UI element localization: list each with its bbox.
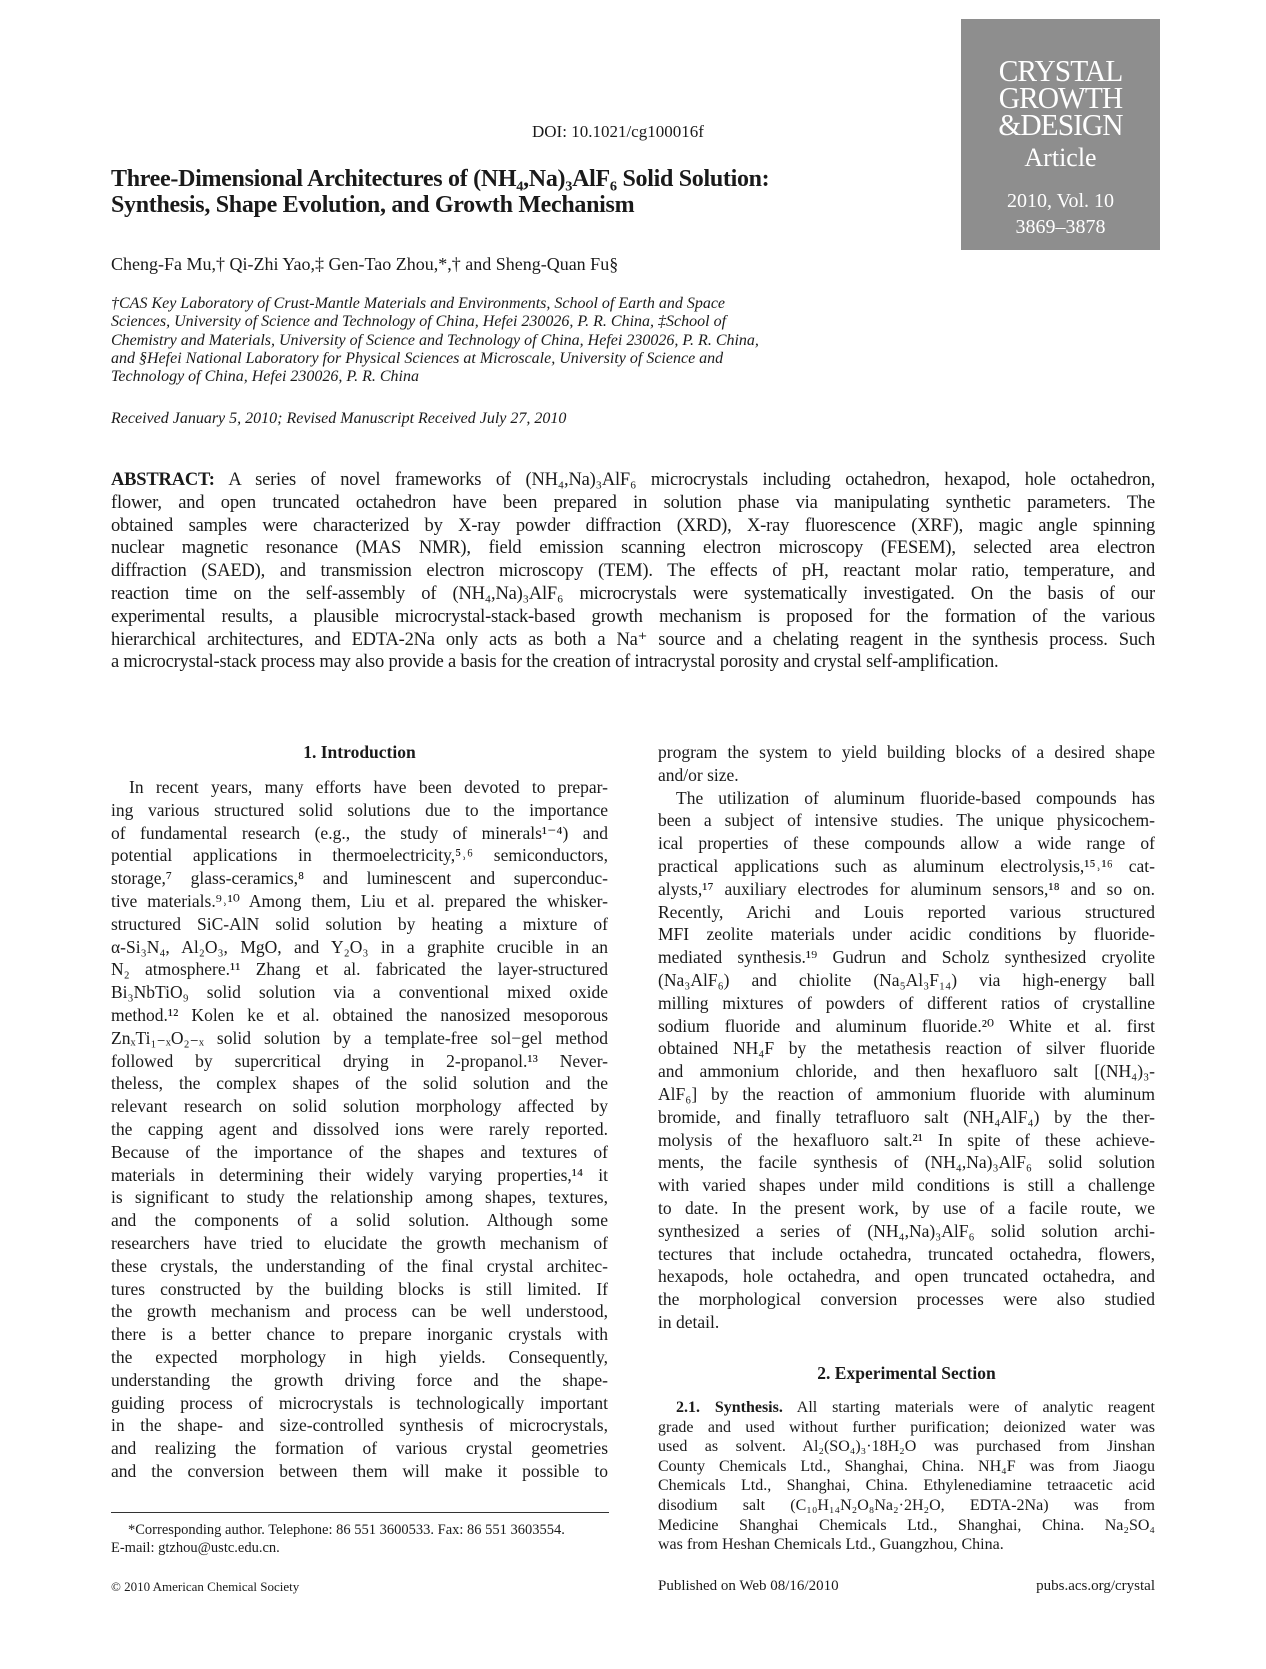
body-text-line: understanding the growth driving force and the shape- <box>111 1369 608 1390</box>
body-text-line: ing various structured solid solutions due to the importance <box>111 799 608 820</box>
body-text-line: tectures that include octahedra, truncated octahedra, flowers, <box>658 1243 1155 1264</box>
right-column-text <box>658 741 1155 1334</box>
body-text-line: the growth mechanism and process can be well understood, <box>111 1301 608 1322</box>
body-text-line: Recently, Arichi and Louis reported various structured <box>658 901 1155 922</box>
body-text-line: mediated synthesis.¹⁹ Gudrun and Scholz synthesized cryolite <box>658 947 1155 968</box>
body-text-line: guiding process of microcrystals is technologically important <box>111 1392 608 1413</box>
body-text-line: method.¹² Kolen ke et al. obtained the nanosized mesoporous <box>111 1004 608 1025</box>
synthesis-line <box>658 1398 1155 1418</box>
body-text-line: α-Si₃N₄, Al₂O₃, MgO, and Y₂O₃ in a graphite crucible in an <box>111 936 608 957</box>
label: ABSTRACT: <box>111 470 215 490</box>
body-text-line: hexapods, hole octahedra, and open truncated octahedra, and <box>658 1266 1155 1287</box>
body-text-line: the capping agent and dissolved ions were rarely reported. <box>111 1118 608 1139</box>
abstract-line <box>111 469 1155 492</box>
synthesis-line: used as solvent. Al₂(SO₄)₃·18H₂O was purchased from Jinshan <box>658 1438 1155 1456</box>
title-line-2: Synthesis, Shape Evolution, and Growth Mechanism <box>111 192 635 218</box>
body-text-line: followed by supercritical drying in 2-propanol.¹³ Never- <box>111 1050 608 1071</box>
logo-line-1: CRYSTAL <box>998 53 1123 88</box>
logo-line-3: &DESIGN <box>998 107 1123 142</box>
body-text-line: N₂ atmosphere.¹¹ Zhang et al. fabricated the layer-structured <box>111 959 608 980</box>
abstract-line: diffraction (SAED), and transmission electron microscopy (TEM). The effects of pH, reactant molar ratio, temperature, and <box>111 561 1155 582</box>
body-text-line: structured SiC-AlN solid solution by heating a mixture of <box>111 913 608 934</box>
left-column-text <box>111 776 608 1483</box>
affiliations <box>111 295 871 386</box>
line-text: A series of novel frameworks of (NH₄,Na)₃AlF₆ microcrystals including octahedron, hexapod, hole octahedron, <box>214 470 1155 490</box>
body-text-line: practical applications such as aluminum electrolysis,¹⁵˒¹⁶ cat- <box>658 855 1155 876</box>
body-text-line: ical properties of these compounds allow a wide range of <box>658 833 1155 854</box>
body-text-line: ZnₓTi₁₋ₓO₂₋ₓ solid solution by a template-free sol−gel method <box>111 1027 608 1048</box>
synthesis-line: disodium salt (C₁₀H₁₄N₂O₈Na₂·2H₂O, EDTA-2Na) was from <box>658 1496 1155 1514</box>
body-text-line: potential applications in thermoelectricity,⁵˒⁶ semiconductors, <box>111 845 608 866</box>
body-text-line: milling mixtures of powders of different ratios of crystalline <box>658 992 1155 1013</box>
synthesis-line: County Chemicals Ltd., Shanghai, China. NH₄F was from Jiaogu <box>658 1457 1155 1475</box>
synthesis-line: grade and used without further purification; deionized water was <box>658 1418 1155 1436</box>
authors: Cheng-Fa Mu,† Qi-Zhi Yao,‡ Gen-Tao Zhou,*,† and Sheng-Quan Fu§ <box>111 254 619 274</box>
abstract-line: obtained samples were characterized by X-ray powder diffraction (XRD), X-ray fluorescence (XRF), magic angle spinning <box>111 515 1155 536</box>
body-text-line: materials in determining their widely varying properties,¹⁴ it <box>111 1164 608 1185</box>
body-text-line: Because of the importance of the shapes and textures of <box>111 1141 608 1162</box>
journal-pages: 3869–3878 <box>1015 216 1106 238</box>
body-text-line: and ammonium chloride, and then hexafluoro salt [(NH₄)₃- <box>658 1061 1155 1082</box>
body-text-line: to date. In the present work, by use of a facile route, we <box>658 1197 1155 1218</box>
publication-date: Published on Web 08/16/2010 <box>658 1578 839 1594</box>
body-text-line: there is a better chance to prepare inorganic crystals with <box>111 1324 608 1345</box>
doi: DOI: 10.1021/cg100016f <box>532 122 704 141</box>
body-text-line: and the conversion between them will make it possible to <box>111 1460 608 1481</box>
affiliation-line: Sciences, University of Science and Technology of China, Hefei 230026, P. R. China, ‡School of <box>111 313 727 331</box>
body-text-line: ments, the facile synthesis of (NH₄,Na)₃AlF₆ solid solution <box>658 1152 1155 1173</box>
synthesis-line: was from Heshan Chemicals Ltd., Guangzhou, China. <box>658 1536 1004 1554</box>
line-text: All starting materials were of analytic reagent <box>782 1399 1155 1416</box>
footnote-divider <box>111 1512 609 1513</box>
body-text-line: theless, the complex shapes of the solid solution and the <box>111 1073 608 1094</box>
logo-line-2: GROWTH <box>998 80 1123 115</box>
journal-logo <box>961 19 1160 250</box>
body-text-line: the morphological conversion processes were also studied <box>658 1289 1155 1310</box>
section-heading-introduction: 1. Introduction <box>303 742 416 762</box>
body-text-line: AlF₆] by the reaction of ammonium fluoride with aluminum <box>658 1083 1155 1104</box>
body-text-line: is significant to study the relationship among shapes, textures, <box>111 1187 608 1208</box>
footnote-email[interactable]: E-mail: gtzhou@ustc.edu.cn. <box>111 1540 280 1556</box>
body-text-line: sodium fluoride and aluminum fluoride.²⁰ White et al. first <box>658 1015 1155 1036</box>
body-text-line: alysts,¹⁷ auxiliary electrodes for aluminum sensors,¹⁸ and so on. <box>658 878 1155 899</box>
body-text-line: MFI zeolite materials under acidic conditions by fluoride- <box>658 924 1155 945</box>
affiliation-line: †CAS Key Laboratory of Crust-Mantle Materials and Environments, School of Earth and Space <box>111 295 726 312</box>
journal-website[interactable]: pubs.acs.org/crystal <box>1036 1578 1155 1594</box>
body-text-line: researchers have tried to elucidate the growth mechanism of <box>111 1232 608 1253</box>
body-text-line: in detail. <box>658 1311 720 1332</box>
body-text-line: storage,⁷ glass-ceramics,⁸ and luminescent and superconduc- <box>111 868 608 889</box>
body-text-line: bromide, and finally tetrafluoro salt (NH₄AlF₄) by the ther- <box>658 1106 1155 1127</box>
body-text-line: Bi₃NbTiO₉ solid solution via a conventional mixed oxide <box>111 982 608 1003</box>
body-text-line: program the system to yield building blocks of a desired shape <box>658 742 1155 762</box>
synthesis-line: Medicine Shanghai Chemicals Ltd., Shanghai, China. Na₂SO₄ <box>658 1516 1155 1534</box>
title-line-1: Three-Dimensional Architectures of (NH₄,Na)₃AlF₆ Solid Solution: <box>111 166 770 192</box>
synthesis-line: Chemicals Ltd., Shanghai, China. Ethylenediamine tetraacetic acid <box>658 1477 1155 1495</box>
body-text-line: of fundamental research (e.g., the study of minerals¹⁻⁴) and <box>111 822 608 843</box>
abstract-line: a microcrystal-stack process may also provide a basis for the creation of intracrystal porosity and crystal self-amplification. <box>111 652 999 673</box>
affiliation-line: and §Hefei National Laboratory for Physical Sciences at Microscale, University of Science and <box>111 349 724 367</box>
body-text-line: and the components of a solid solution. Although some <box>111 1210 608 1231</box>
synthesis-paragraph <box>658 1398 1155 1555</box>
body-text-line: these crystals, the understanding of the final crystal architec- <box>111 1255 608 1276</box>
body-text-line: molysis of the hexafluoro salt.²¹ In spite of these achieve- <box>658 1129 1155 1150</box>
copyright: © 2010 American Chemical Society <box>111 1579 300 1594</box>
body-text-line: and/or size. <box>658 764 739 785</box>
body-text-line: synthesized a series of (NH₄,Na)₃AlF₆ solid solution archi- <box>658 1220 1155 1241</box>
abstract-line: reaction time on the self-assembly of (NH₄,Na)₃AlF₆ microcrystals were systematically investigated. On the basis of our <box>111 583 1155 604</box>
paper-title <box>111 166 769 218</box>
affiliation-line: Technology of China, Hefei 230026, P. R. China <box>111 368 419 386</box>
abstract-line: hierarchical architectures, and EDTA-2Na only acts as both a Na⁺ source and a chelating reagent in the synthesis process. Such <box>111 629 1155 650</box>
body-text-line: the expected morphology in high yields. Consequently, <box>111 1346 608 1367</box>
body-text-line: (Na₃AlF₆) and chiolite (Na₅Al₃F₁₄) via high-energy ball <box>658 969 1155 990</box>
section-heading-experimental: 2. Experimental Section <box>817 1363 996 1383</box>
abstract-line: flower, and open truncated octahedron have been prepared in solution phase via manipulating synthetic parameters. The <box>111 492 1155 513</box>
body-text-line: in the shape- and size-controlled synthesis of microcrystals, <box>111 1415 608 1436</box>
body-text-line: with varied shapes under mild conditions is still a challenge <box>658 1175 1155 1196</box>
body-text-line: In recent years, many efforts have been devoted to prepar- <box>129 777 608 797</box>
body-text-line: obtained NH₄F by the metathesis reaction of silver fluoride <box>658 1038 1155 1059</box>
abstract <box>111 469 1155 674</box>
body-text-line: been a subject of intensive studies. The unique physicochem- <box>658 810 1155 831</box>
abstract-line: nuclear magnetic resonance (MAS NMR), field emission scanning electron microscopy (FESEM), selected area electron <box>111 538 1155 559</box>
article-type: Article <box>1024 143 1097 172</box>
affiliation-line: Chemistry and Materials, University of Science and Technology of China, Hefei 230026, P. R. China, <box>111 331 759 349</box>
footnote-corresponding-author: *Corresponding author. Telephone: 86 551 3600533. Fax: 86 551 3603554. <box>128 1522 565 1538</box>
body-text-line: tive materials.⁹˒¹⁰ Among them, Liu et al. prepared the whisker- <box>111 890 608 911</box>
abstract-line: experimental results, a plausible microcrystal-stack-based growth mechanism is proposed for the formation of the various <box>111 606 1155 627</box>
journal-volume: 2010, Vol. 10 <box>1006 190 1115 212</box>
label: 2.1. Synthesis. <box>676 1399 783 1416</box>
body-text-line: tures constructed by the building blocks is still limited. If <box>111 1278 608 1299</box>
body-text-line: The utilization of aluminum fluoride-based compounds has <box>676 787 1155 808</box>
body-text-line: relevant research on solid solution morphology affected by <box>111 1096 608 1117</box>
body-text-line: and realizing the formation of various crystal geometries <box>111 1438 608 1459</box>
received-dates: Received January 5, 2010; Revised Manuscript Received July 27, 2010 <box>111 410 567 427</box>
